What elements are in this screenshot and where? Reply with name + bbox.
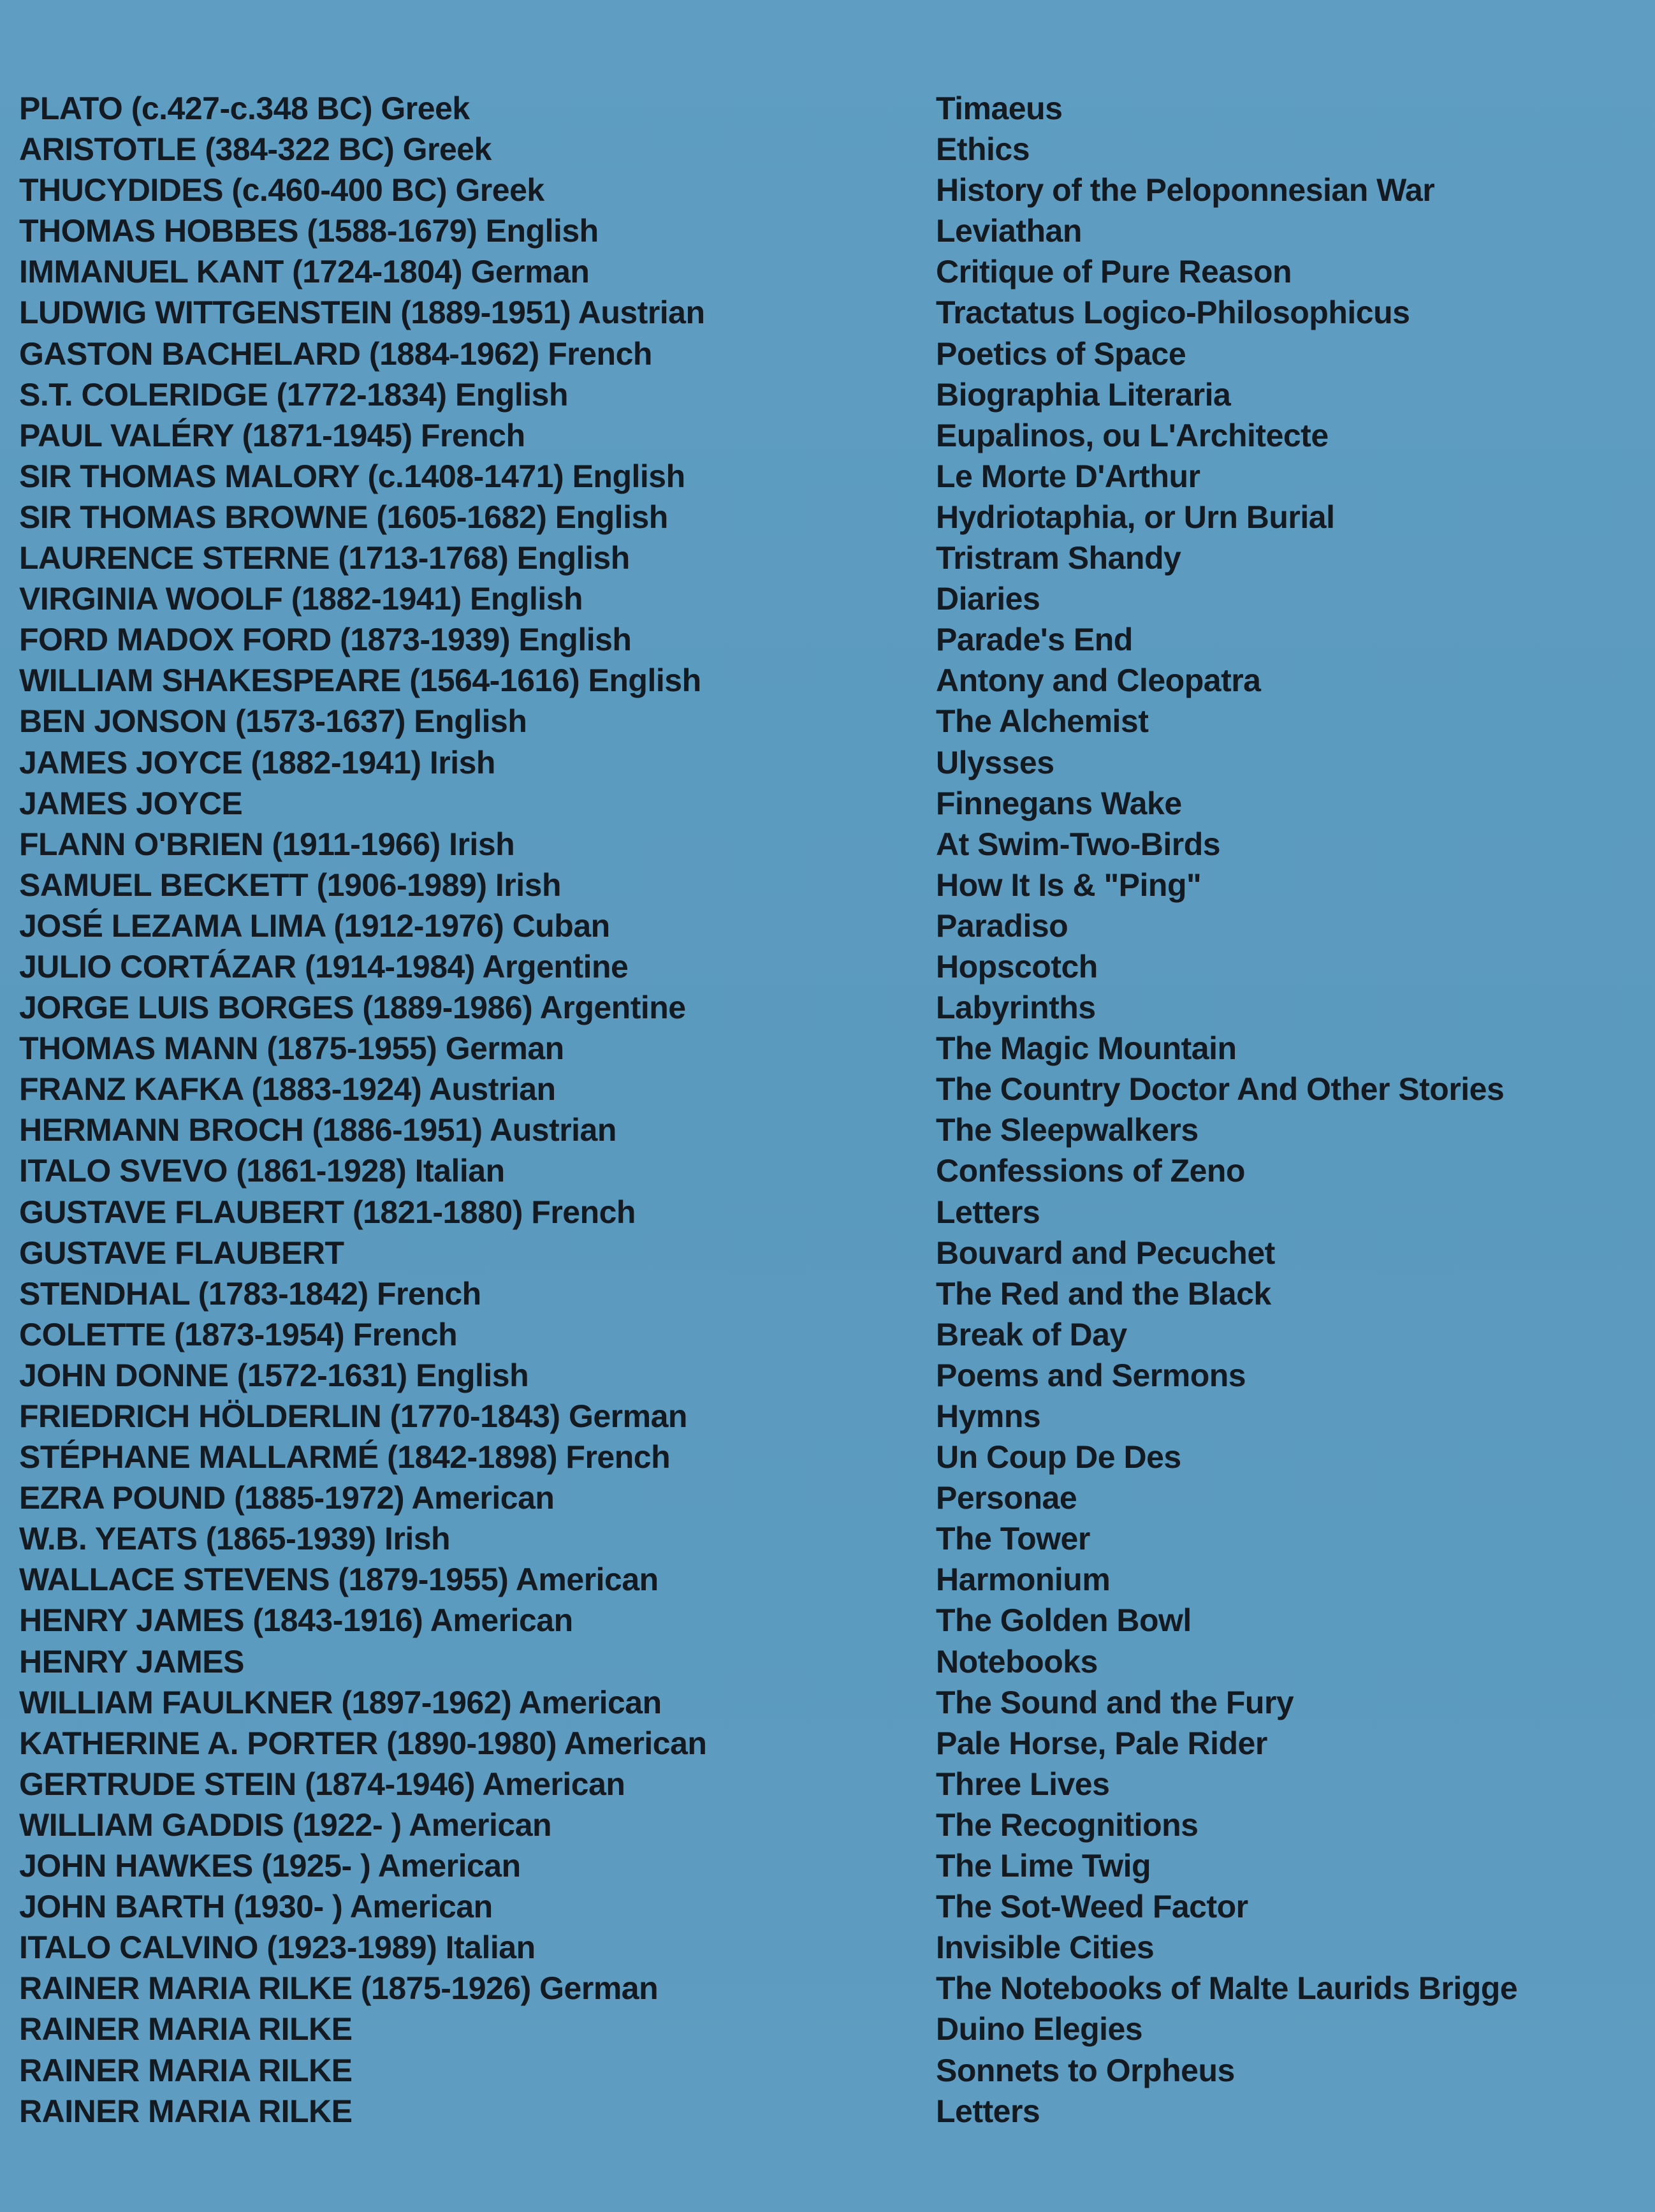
- list-item: [0, 1396, 1655, 1437]
- author-entry: GASTON BACHELARD (1884-1962) French: [19, 335, 652, 372]
- list-item: [0, 2050, 1655, 2091]
- author-entry: HERMANN BROCH (1886-1951) Austrian: [19, 1112, 616, 1148]
- list-item: [0, 701, 1655, 742]
- work-title: The Sot-Weed Factor: [936, 1889, 1248, 1925]
- author-entry: BEN JONSON (1573-1637) English: [19, 703, 527, 740]
- work-title: Leviathan: [936, 213, 1082, 249]
- list-item: [0, 1273, 1655, 1314]
- author-entry: WILLIAM GADDIS (1922- ) American: [19, 1806, 552, 1843]
- work-title: The Red and the Black: [936, 1275, 1271, 1312]
- list-item: [0, 292, 1655, 333]
- list-item: [0, 415, 1655, 456]
- list-item: [0, 1559, 1655, 1600]
- author-entry: EZRA POUND (1885-1972) American: [19, 1480, 555, 1516]
- author-entry: SAMUEL BECKETT (1906-1989) Irish: [19, 867, 561, 903]
- list-item: [0, 1641, 1655, 1682]
- author-entry: HENRY JAMES: [19, 1643, 244, 1680]
- list-item: [0, 1150, 1655, 1191]
- list-item: [0, 1927, 1655, 1968]
- work-title: Hydriotaphia, or Urn Burial: [936, 499, 1335, 535]
- list-item: [0, 619, 1655, 660]
- list-item: [0, 333, 1655, 374]
- author-entry: GERTRUDE STEIN (1874-1946) American: [19, 1766, 625, 1802]
- author-entry: PLATO (c.427-c.348 BC) Greek: [19, 91, 470, 126]
- list-item: [0, 660, 1655, 701]
- author-entry: THUCYDIDES (c.460-400 BC) Greek: [19, 172, 544, 209]
- author-entry: LUDWIG WITTGENSTEIN (1889-1951) Austrian: [19, 295, 705, 331]
- list-item: [0, 1845, 1655, 1886]
- work-title: Break of Day: [936, 1316, 1127, 1352]
- author-entry: STÉPHANE MALLARMÉ (1842-1898) French: [19, 1439, 671, 1476]
- author-entry: W.B. YEATS (1865-1939) Irish: [19, 1521, 451, 1557]
- list-item: [0, 2091, 1655, 2132]
- list-item: [0, 1968, 1655, 2009]
- author-entry: STENDHAL (1783-1842) French: [19, 1275, 481, 1312]
- author-entry: COLETTE (1873-1954) French: [19, 1316, 458, 1352]
- list-item: [0, 1886, 1655, 1927]
- work-title: Labyrinths: [936, 990, 1096, 1026]
- work-title: Poems and Sermons: [936, 1357, 1246, 1393]
- work-title: Invisible Cities: [936, 1930, 1155, 1966]
- work-title: Hymns: [936, 1398, 1041, 1434]
- author-entry: ARISTOTLE (384-322 BC) Greek: [19, 131, 492, 168]
- work-title: Le Morte D'Arthur: [936, 458, 1200, 494]
- author-entry: RAINER MARIA RILKE: [19, 2011, 353, 2047]
- work-title: At Swim-Two-Birds: [936, 826, 1221, 862]
- work-title: Biographia Literaria: [936, 376, 1231, 413]
- list-item: [0, 578, 1655, 619]
- list-item: [0, 1233, 1655, 1273]
- list-item: [0, 1764, 1655, 1805]
- work-title: Ulysses: [936, 744, 1054, 780]
- work-title: The Magic Mountain: [936, 1030, 1237, 1067]
- list-item: [0, 1314, 1655, 1355]
- author-entry: THOMAS HOBBES (1588-1679) English: [19, 213, 599, 249]
- list-item: [0, 783, 1655, 824]
- work-title: Hopscotch: [936, 948, 1098, 985]
- author-entry: IMMANUEL KANT (1724-1804) German: [19, 254, 590, 290]
- work-title: The Notebooks of Malte Laurids Brigge: [936, 1970, 1518, 2007]
- work-title: Ethics: [936, 131, 1030, 168]
- author-entry: ITALO SVEVO (1861-1928) Italian: [19, 1153, 505, 1189]
- list-item: [0, 742, 1655, 783]
- author-entry: RAINER MARIA RILKE: [19, 2052, 353, 2088]
- work-title: Pale Horse, Pale Rider: [936, 1725, 1267, 1761]
- work-title: Eupalinos, ou L'Architecte: [936, 417, 1329, 453]
- author-entry: RAINER MARIA RILKE: [19, 2093, 353, 2129]
- work-title: Confessions of Zeno: [936, 1153, 1245, 1189]
- author-entry: HENRY JAMES (1843-1916) American: [19, 1602, 573, 1639]
- work-title: Tractatus Logico-Philosophicus: [936, 295, 1410, 331]
- list-item: [0, 1805, 1655, 1845]
- work-title: Notebooks: [936, 1643, 1098, 1680]
- author-entry: JOHN BARTH (1930- ) American: [19, 1889, 493, 1925]
- work-title: Antony and Cleopatra: [936, 663, 1261, 699]
- author-entry: KATHERINE A. PORTER (1890-1980) American: [19, 1725, 707, 1761]
- author-entry: JAMES JOYCE (1882-1941) Irish: [19, 744, 495, 780]
- author-entry: SIR THOMAS MALORY (c.1408-1471) English: [19, 458, 685, 494]
- author-entry: GUSTAVE FLAUBERT: [19, 1234, 344, 1271]
- author-entry: FORD MADOX FORD (1873-1939) English: [19, 622, 632, 658]
- work-title: The Recognitions: [936, 1806, 1199, 1843]
- list-item: [0, 1600, 1655, 1641]
- work-title: Letters: [936, 1194, 1040, 1230]
- list-item: [0, 538, 1655, 578]
- list-item: [0, 374, 1655, 415]
- work-title: Personae: [936, 1480, 1077, 1516]
- list-item: [0, 1477, 1655, 1518]
- work-title: Timaeus: [936, 91, 1063, 126]
- author-entry: FRANZ KAFKA (1883-1924) Austrian: [19, 1071, 556, 1108]
- work-title: The Sleepwalkers: [936, 1112, 1199, 1148]
- author-entry: FRIEDRICH HÖLDERLIN (1770-1843) German: [19, 1398, 687, 1434]
- author-entry: WILLIAM FAULKNER (1897-1962) American: [19, 1684, 662, 1720]
- work-title: Un Coup De Des: [936, 1439, 1181, 1476]
- author-entry: WILLIAM SHAKESPEARE (1564-1616) English: [19, 663, 701, 699]
- work-title: The Sound and the Fury: [936, 1684, 1294, 1720]
- author-entry: JAMES JOYCE: [19, 785, 243, 821]
- work-title: Parade's End: [936, 622, 1133, 658]
- author-entry: JULIO CORTÁZAR (1914-1984) Argentine: [19, 948, 629, 985]
- list-item: [0, 1518, 1655, 1559]
- work-title: Three Lives: [936, 1766, 1110, 1802]
- work-title: Sonnets to Orpheus: [936, 2052, 1235, 2088]
- work-title: Harmonium: [936, 1562, 1111, 1598]
- list-item: [0, 210, 1655, 251]
- work-title: History of the Peloponnesian War: [936, 172, 1435, 209]
- author-entry: S.T. COLERIDGE (1772-1834) English: [19, 376, 569, 413]
- author-entry: RAINER MARIA RILKE (1875-1926) German: [19, 1970, 659, 2007]
- reading-list: [0, 88, 1655, 2132]
- author-entry: VIRGINIA WOOLF (1882-1941) English: [19, 581, 583, 617]
- work-title: Tristram Shandy: [936, 540, 1181, 576]
- work-title: Bouvard and Pecuchet: [936, 1234, 1275, 1271]
- work-title: How It Is & "Ping": [936, 867, 1202, 903]
- author-entry: LAURENCE STERNE (1713-1768) English: [19, 540, 630, 576]
- list-item: [0, 1192, 1655, 1233]
- list-item: [0, 251, 1655, 292]
- author-entry: SIR THOMAS BROWNE (1605-1682) English: [19, 499, 668, 535]
- work-title: The Lime Twig: [936, 1848, 1151, 1884]
- work-title: The Tower: [936, 1521, 1090, 1557]
- work-title: The Country Doctor And Other Stories: [936, 1071, 1505, 1108]
- list-item: [0, 1682, 1655, 1723]
- list-item: [0, 865, 1655, 905]
- author-entry: THOMAS MANN (1875-1955) German: [19, 1030, 564, 1067]
- list-item: [0, 946, 1655, 987]
- list-item: [0, 1437, 1655, 1477]
- author-entry: GUSTAVE FLAUBERT (1821-1880) French: [19, 1194, 636, 1230]
- list-item: [0, 129, 1655, 170]
- list-item: [0, 1069, 1655, 1110]
- work-title: The Golden Bowl: [936, 1602, 1192, 1639]
- work-title: Finnegans Wake: [936, 785, 1182, 821]
- list-item: [0, 1110, 1655, 1150]
- author-entry: FLANN O'BRIEN (1911-1966) Irish: [19, 826, 515, 862]
- list-item: [0, 905, 1655, 946]
- list-item: [0, 1355, 1655, 1396]
- author-entry: WALLACE STEVENS (1879-1955) American: [19, 1562, 659, 1598]
- list-item: [0, 824, 1655, 865]
- author-entry: JOHN HAWKES (1925- ) American: [19, 1848, 521, 1884]
- author-entry: JOSÉ LEZAMA LIMA (1912-1976) Cuban: [19, 907, 610, 944]
- work-title: Critique of Pure Reason: [936, 254, 1292, 290]
- list-item: [0, 456, 1655, 497]
- list-item: [0, 987, 1655, 1028]
- author-entry: ITALO CALVINO (1923-1989) Italian: [19, 1930, 536, 1966]
- list-item: [0, 2009, 1655, 2049]
- work-title: Duino Elegies: [936, 2011, 1143, 2047]
- list-item: [0, 88, 1655, 129]
- work-title: The Alchemist: [936, 703, 1149, 740]
- work-title: Diaries: [936, 581, 1040, 617]
- list-item: [0, 497, 1655, 538]
- work-title: Poetics of Space: [936, 335, 1186, 372]
- list-item: [0, 1723, 1655, 1764]
- work-title: Letters: [936, 2093, 1040, 2129]
- list-item: [0, 170, 1655, 210]
- author-entry: JORGE LUIS BORGES (1889-1986) Argentine: [19, 990, 686, 1026]
- work-title: Paradiso: [936, 907, 1068, 944]
- list-item: [0, 1028, 1655, 1069]
- author-entry: PAUL VALÉRY (1871-1945) French: [19, 417, 525, 453]
- author-entry: JOHN DONNE (1572-1631) English: [19, 1357, 529, 1393]
